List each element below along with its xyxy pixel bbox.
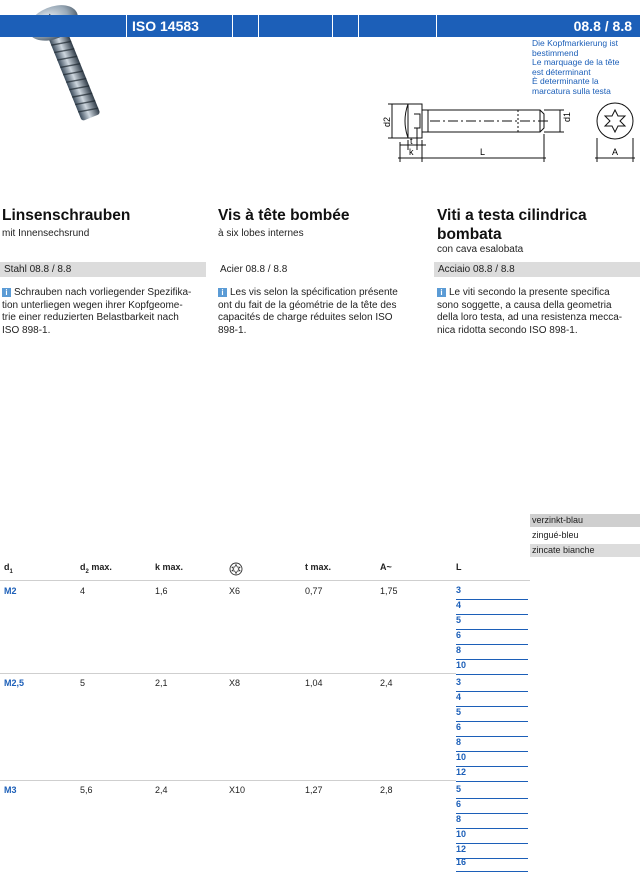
row-k: 1,6 [155, 586, 168, 596]
technical-drawing [360, 85, 640, 163]
length-cell[interactable]: 8 [456, 644, 528, 660]
length-cell[interactable]: 6 [456, 721, 528, 737]
subtitle-de: mit Innensechsrund [2, 228, 90, 239]
row-k: 2,4 [155, 785, 168, 795]
row-k: 2,1 [155, 678, 168, 688]
finish-fr: zingué-bleu [532, 530, 579, 540]
description-line: capacités de charge réduites selon ISO [218, 312, 393, 323]
description-fr [218, 287, 418, 337]
length-cell[interactable]: 12 [456, 766, 528, 782]
row-d2: 5,6 [80, 785, 93, 795]
length-cell[interactable]: 3 [456, 676, 528, 692]
header-bar [0, 15, 640, 37]
description-line: ISO 898-1. [2, 324, 51, 336]
length-cell[interactable]: 12 [456, 843, 528, 859]
col-header-d1: $d_1$ [4, 562, 13, 575]
col-header-t: t max. [305, 562, 332, 572]
header-divider [436, 15, 437, 37]
row-A: 2,8 [380, 785, 393, 795]
description-line: 898-1. [218, 324, 247, 336]
description-line: della loro testa, ad una resistenza mecca- [437, 312, 623, 323]
length-cell[interactable]: 10 [456, 828, 528, 844]
title-it [437, 206, 587, 244]
row-A: 1,75 [380, 586, 398, 596]
description-line: nica ridotta secondo ISO 898-1. [437, 324, 578, 336]
length-cell[interactable]: 10 [456, 659, 528, 675]
length-cell[interactable]: 4 [456, 691, 528, 707]
grade-title: 08.8 / 8.8 [573, 18, 632, 34]
row-t: 1,04 [305, 678, 323, 688]
header-divider [258, 15, 259, 37]
row-A: 2,4 [380, 678, 393, 688]
length-cell[interactable]: 3 [456, 584, 528, 600]
note-line: Le marquage de la tête [532, 57, 620, 67]
row-t: 1,27 [305, 785, 323, 795]
material-de: Stahl 08.8 / 8.8 [0, 262, 206, 277]
description-line [437, 287, 637, 300]
col-header-A: A~ [380, 562, 392, 572]
row-t: 0,77 [305, 586, 323, 596]
dim-label-A: A [612, 147, 619, 157]
description-line: trie einer reduzierten Belastbarkeit nach [2, 312, 179, 323]
length-cell[interactable]: 6 [456, 629, 528, 645]
header-divider [232, 15, 233, 37]
length-cell[interactable]: 8 [456, 736, 528, 752]
description-line: sono soggette, a causa della geometria [437, 299, 612, 311]
length-cell[interactable]: 4 [456, 599, 528, 615]
dim-label-d1: d1 [562, 111, 572, 122]
row-d1: M2 [4, 586, 17, 596]
row-d2: 5 [80, 678, 86, 688]
header-divider [358, 15, 359, 37]
description-text: Les vis selon la spécification présente [230, 287, 398, 298]
dim-label-k: k [409, 147, 414, 157]
description-it [437, 287, 637, 337]
norm-title: ISO 14583 [132, 18, 199, 34]
col-header-k: k max. [155, 562, 184, 572]
subtitle-fr: à six lobes internes [218, 228, 304, 239]
description-de [2, 287, 212, 337]
description-line [218, 287, 418, 300]
length-cell[interactable]: 5 [456, 614, 528, 630]
note-line: bestimmend [532, 47, 579, 58]
torx-drive-icon [229, 562, 243, 576]
length-cell[interactable]: 5 [456, 783, 528, 799]
length-cell[interactable]: 6 [456, 798, 528, 814]
row-rule [0, 673, 456, 674]
row-drive: X8 [229, 678, 241, 688]
row-d2: 4 [80, 586, 86, 596]
col-header-L: L [456, 562, 462, 572]
material-it: Acciaio 08.8 / 8.8 [434, 262, 640, 277]
description-line: tion unterliegen wegen ihrer Kopfgeome- [2, 299, 183, 311]
header-divider [332, 15, 333, 37]
length-cell[interactable]: 10 [456, 751, 528, 767]
row-drive: X10 [229, 785, 246, 795]
row-rule [0, 780, 456, 781]
length-cell[interactable]: 5 [456, 706, 528, 722]
row-d1: M2,5 [4, 678, 25, 688]
title-line: Viti a testa cilindrica [437, 207, 587, 224]
length-cell[interactable]: 8 [456, 813, 528, 829]
note-line: marcatura sulla testa [532, 85, 611, 96]
description-line: ont du fait de la géométrie de la tête des [218, 299, 397, 311]
subtitle-it: con cava esalobata [437, 244, 524, 255]
finish-it: zincate bianche [530, 544, 640, 557]
dim-label-t: t [410, 136, 413, 146]
dim-label-d2: d2 [382, 116, 392, 128]
description-text: Schrauben nach vorliegender Spezifika- [14, 287, 192, 298]
info-icon: i [437, 288, 446, 297]
dim-label-L: L [480, 147, 486, 157]
title-fr: Vis à tête bombée [218, 207, 350, 224]
description-text: Le viti secondo la presente specifica [449, 287, 610, 298]
title-de: Linsenschrauben [2, 207, 131, 224]
description-line [2, 287, 212, 300]
title-line: bombata [437, 226, 502, 243]
header-rule [0, 580, 530, 581]
header-divider [126, 15, 127, 37]
note-line: est déterminant [532, 66, 591, 77]
row-d1: M3 [4, 785, 17, 795]
note-line: È determinante la [532, 76, 599, 86]
info-icon: i [218, 288, 227, 297]
length-cell[interactable]: 16 [456, 856, 528, 872]
finish-de: verzinkt-blau [530, 514, 640, 527]
info-icon: i [2, 288, 11, 297]
col-header-d2: $d_2$ max. [80, 562, 112, 575]
note-line: Die Kopfmarkierung ist [532, 38, 618, 48]
material-fr: Acier 08.8 / 8.8 [220, 264, 288, 275]
row-drive: X6 [229, 586, 241, 596]
